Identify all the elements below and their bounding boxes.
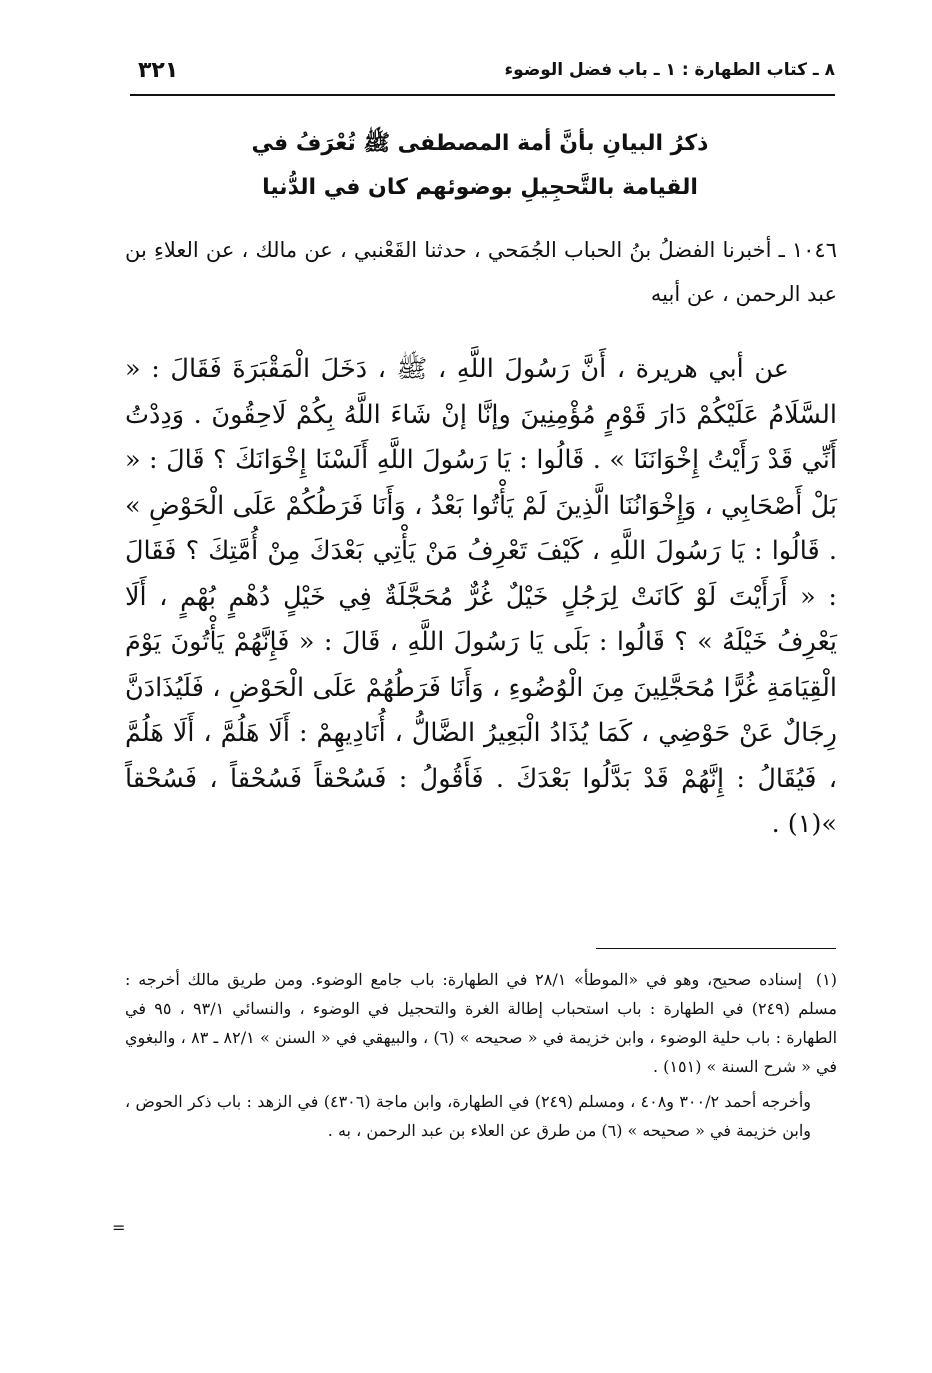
hadith-matn: عن أبي هريرة ، أَنَّ رَسُولَ اللَّهِ ، ﷺ ، دَخَلَ الْمَقْبَرَةَ فَقَالَ : « السَّلَامُ عَلَيْكُمْ دَارَ قَوْمٍ مُؤْمِنِينَ وإنَّا إنْ شَاءَ اللَّهُ بِكُمْ لَاحِقُونَ . وَدِدْتُ أَنِّي قَدْ رَأَيْتُ إِخْوَانَنَا » . قَالُوا : يَا رَسُولَ اللَّهِ أَلَسْنَا إِخْوَانَكَ ؟ قَالَ : « بَلْ أَصْحَابِي ، وَإِخْوَانُنَا الَّذِينَ لَمْ يَأْتُوا بَعْدُ ، وَأَنَا فَرَطُكُمْ عَلَى الْحَوْضِ » . قَالُوا : يَا رَسُولَ اللَّهِ ، كَيْفَ تَعْرِفُ مَنْ يَأْتِي بَعْدَكَ مِنْ أُمَّتِكَ ؟ فَقَالَ : « أَرَأَيْتَ لَوْ كَانَتْ لِرَجُلٍ خَيْلٌ غُرٌّ مُحَجَّلَةٌ فِي خَيْلٍ دُهْمٍ بُهْمٍ ، أَلَا يَعْرِفُ خَيْلَهُ » ؟ قَالُوا : بَلَى يَا رَسُولَ اللَّهِ ، قَالَ : « فَإِنَّهُمْ يَأْتُونَ يَوْمَ الْقِيَامَةِ غُرًّا مُحَجَّلِينَ مِنَ الْوُضُوءِ ، وَأَنَا فَرَطُهُمْ عَلَى الْحَوْضِ ، فَلَيُذَادَنَّ رِجَالٌ عَنْ حَوْضِي ، كَمَا يُذَادُ الْبَعِيرُ الضَّالُّ ، أُنَادِيهِمْ : أَلَا هَلُمَّ ، أَلَا هَلُمَّ ، فَيُقَالُ : إِنَّهُمْ قَدْ بَدَّلُوا بَعْدَكَ . فَأَقُولُ : فَسُحْقاً فَسُحْقاً ، فَسُحْقاً »(١) . <box>125 354 837 839</box>
chapter-title-line-1: ذكرُ البيانِ بأنَّ أمة المصطفى ﷺ تُعْرَفُ في <box>251 131 709 156</box>
running-head: ٨ ـ كتاب الطهارة : ١ ـ باب فضل الوضوء <box>504 60 835 80</box>
footnote-1-number: (١) <box>815 970 837 989</box>
footnote-rule <box>596 948 836 949</box>
hadith-matn-block <box>125 347 837 848</box>
footnote-1 <box>125 965 837 1081</box>
continuation-mark: = <box>112 1218 126 1237</box>
page-number: ٣٢١ <box>138 58 179 83</box>
footnote-1-text: إسناده صحيح، وهو في «الموطأ» ٢٨/١ في الطهارة: باب جامع الوضوء. ومن طريق مالك أخرجه : مسلم (٢٤٩) في الطهارة : باب استحباب إطالة الغرة والتحجيل في الوضوء ، والنسائي ٩٣/١ ، ٩٥ في الطهارة : باب حلية الوضوء ، وابن خزيمة في « صحيحه » (٦) ، والبيهقي في « السنن » ٨٢/١ ـ ٨٣ ، والبغوي في « شرح السنة » (١٥١) . <box>125 970 838 1076</box>
chapter-title-line-2: القيامة بالتَّحجِيلِ بوضوئهم كان في الدُّنيا <box>262 175 698 200</box>
footnote-1-continuation: وأخرجه أحمد ٣٠٠/٢ و٤٠٨ ، ومسلم (٢٤٩) في الطهارة، وابن ماجة (٤٣٠٦) في الزهد : باب ذكر الحوض ، وابن خزيمة في « صحيحه » (٦) من طرق عن العلاء بن عبد الرحمن ، به . <box>125 1092 811 1140</box>
footnotes <box>125 965 837 1145</box>
header-rule <box>130 94 835 96</box>
hadith-isnad: ١٠٤٦ ـ أخبرنا الفضلُ بنُ الحباب الجُمَحي ، حدثنا القَعْنبي ، عن مالك ، عن العلاءِ بن عبد الرحمن ، عن أبيه <box>125 238 837 306</box>
chapter-title <box>180 122 780 210</box>
page-header <box>130 58 835 94</box>
